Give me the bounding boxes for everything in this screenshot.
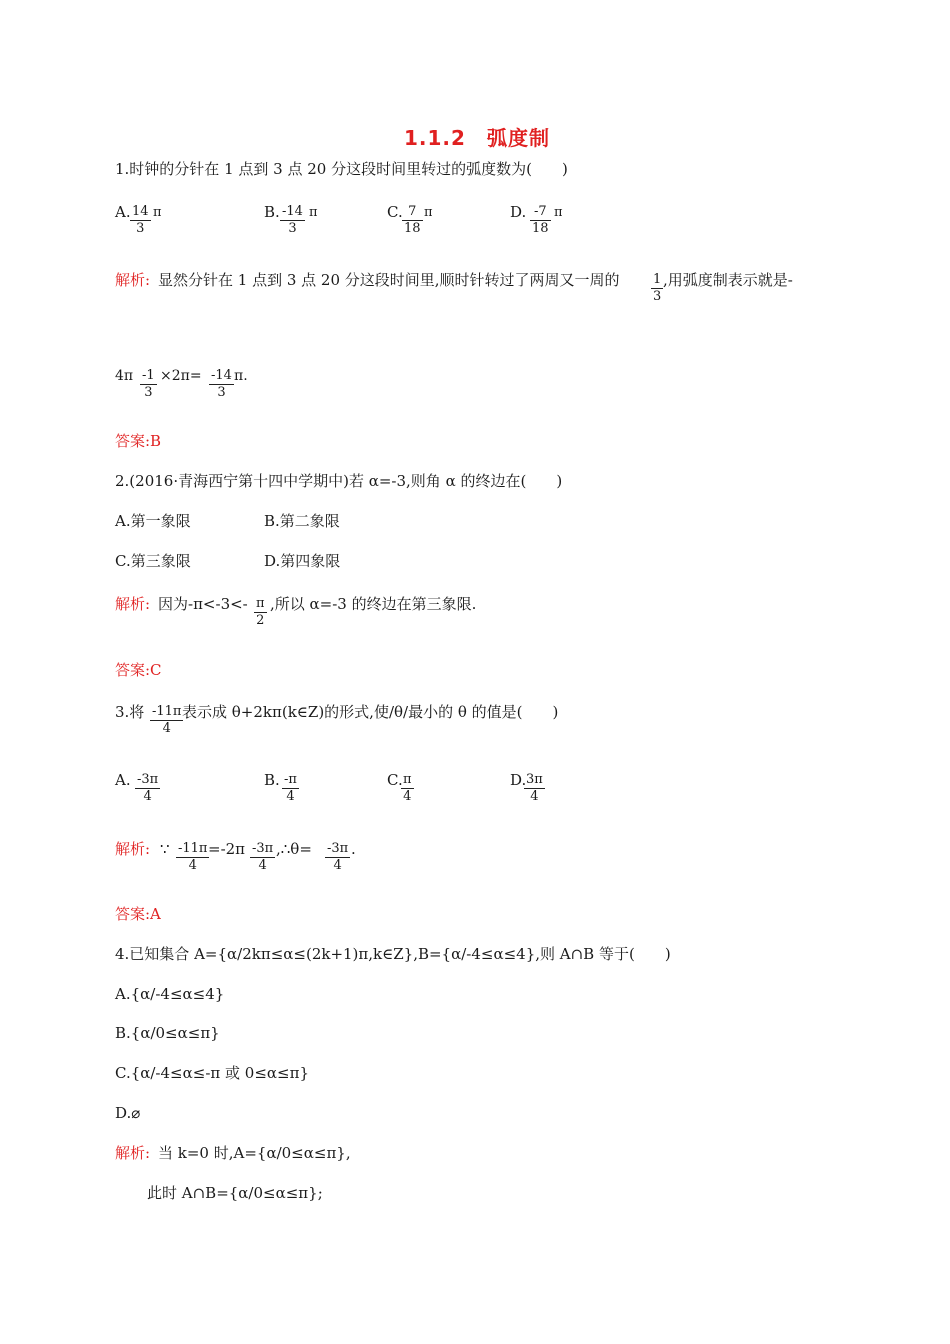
q3-analysis-fraction-1 — [176, 841, 209, 874]
q1-analysis-text-2: ,用弧度制表示就是- — [663, 271, 793, 289]
page-title: 1.1.2 弧度制 — [404, 126, 550, 150]
q1-analysis-line2-c: ×2π= — [160, 368, 202, 384]
q2-analysis-fraction — [254, 596, 267, 629]
fraction-denominator: 4 — [333, 858, 342, 873]
q2-option-c: C.第三象限 — [115, 552, 191, 570]
q3-option-a-fraction — [135, 772, 160, 805]
q1-option-d-label: D. — [510, 203, 527, 221]
fraction-denominator: 4 — [286, 789, 295, 804]
q1-analysis-label: 解析: — [115, 271, 151, 289]
q3-stem-fraction — [150, 704, 183, 737]
q4-option-b: B.{α/0≤α≤π} — [115, 1024, 220, 1042]
q4-option-d: D.⌀ — [115, 1104, 141, 1122]
fraction-denominator: 3 — [217, 385, 226, 400]
q1-option-c-fraction — [402, 204, 423, 237]
q3-option-b-fraction — [282, 772, 299, 805]
fraction-denominator: 3 — [653, 289, 662, 304]
fraction-denominator: 4 — [530, 789, 539, 804]
q1-option-d-fraction — [530, 204, 551, 237]
fraction-numerator: 3π — [526, 772, 543, 787]
fraction-denominator: 18 — [532, 221, 549, 236]
q1-option-b-fraction — [280, 204, 305, 237]
q1-option-a-fraction — [130, 204, 151, 237]
q2-analysis-label: 解析: — [115, 595, 151, 613]
q3-option-c-fraction — [401, 772, 414, 805]
q1-analysis-text: 显然分针在 1 点到 3 点 20 分这段时间里,顺时针转过了两周又一周的 — [158, 271, 620, 289]
q1-option-b-unit: π — [309, 205, 318, 220]
q1-analysis-line2-fraction-1 — [140, 368, 157, 401]
q3-option-d-fraction — [524, 772, 545, 805]
q3-option-a-label: A. — [115, 771, 131, 789]
q3-option-b-label: B. — [264, 771, 280, 789]
question-3-stem-b: 表示成 θ+2kπ(k∈Z)的形式,使/θ/最小的 θ 的值是( ) — [182, 703, 559, 721]
q3-analysis-fraction-3 — [325, 841, 350, 874]
q1-analysis-line2-fraction-2 — [209, 368, 234, 401]
question-2-stem: 2.(2016·青海西宁第十四中学期中)若 α=-3,则角 α 的终边在( ) — [115, 472, 563, 490]
fraction-numerator: 7 — [402, 204, 423, 221]
q2-answer: 答案:C — [115, 661, 162, 679]
fraction-denominator: 4 — [188, 858, 197, 873]
question-4-stem: 4.已知集合 A={α/2kπ≤α≤(2k+1)π,k∈Z},B={α/-4≤α≤4},则 A∩B 等于( ) — [115, 945, 671, 963]
fraction-numerator: -7 — [530, 204, 551, 221]
fraction-denominator: 3 — [144, 385, 153, 400]
q1-option-c-label: C. — [387, 203, 403, 221]
fraction-numerator: -11π — [178, 841, 208, 856]
q4-analysis-text: 当 k=0 时,A={α/0≤α≤π}, — [158, 1144, 351, 1162]
q3-analysis-label: 解析: — [115, 840, 151, 858]
q3-analysis-therefore: ,∴θ= — [276, 840, 312, 858]
q3-analysis-fraction-2 — [250, 841, 275, 874]
question-3-stem-a: 3.将 — [115, 703, 145, 721]
q2-option-b: B.第二象限 — [264, 512, 340, 530]
q1-option-a-label: A. — [115, 203, 131, 221]
fraction-denominator: 4 — [162, 721, 171, 736]
q1-analysis-fraction — [651, 272, 663, 305]
q3-option-d-label: D. — [510, 771, 527, 789]
fraction-numerator: -3π — [327, 841, 349, 856]
q3-answer: 答案:A — [115, 905, 161, 923]
q3-analysis-middle: =-2π — [208, 840, 246, 858]
fraction-denominator: 18 — [404, 221, 421, 236]
q1-option-d-unit: π — [554, 205, 563, 220]
q2-option-a: A.第一象限 — [115, 512, 191, 530]
fraction-numerator: π — [403, 772, 412, 787]
q3-analysis-because: ∵ — [160, 840, 170, 858]
q1-option-a-unit: π — [153, 205, 162, 220]
fraction-numerator: -11π — [152, 704, 182, 719]
q3-option-c-label: C. — [387, 771, 403, 789]
fraction-numerator: -π — [284, 772, 297, 787]
fraction-numerator: -3π — [252, 841, 274, 856]
fraction-numerator: -3π — [137, 772, 159, 787]
fraction-numerator: -1 — [142, 368, 155, 383]
q4-analysis-label: 解析: — [115, 1144, 151, 1162]
q1-option-c-unit: π — [424, 205, 433, 220]
fraction-denominator: 4 — [403, 789, 412, 804]
fraction-denominator: 4 — [258, 858, 267, 873]
fraction-denominator: 3 — [288, 221, 297, 236]
fraction-numerator: 14 — [132, 204, 149, 219]
q2-analysis-text: 因为-π<-3<- — [158, 595, 248, 613]
q2-option-d: D.第四象限 — [264, 552, 341, 570]
q1-option-b-label: B. — [264, 203, 280, 221]
fraction-denominator: 3 — [136, 221, 145, 236]
question-1-stem: 1.时钟的分针在 1 点到 3 点 20 分这段时间里转过的弧度数为( ) — [115, 160, 568, 178]
fraction-numerator: -14 — [211, 368, 232, 383]
q1-analysis-line2-e: π. — [234, 368, 248, 384]
q4-option-a: A.{α/-4≤α≤4} — [115, 985, 225, 1003]
q4-analysis-text-2: 此时 A∩B={α/0≤α≤π}; — [147, 1184, 323, 1202]
fraction-denominator: 4 — [143, 789, 152, 804]
fraction-numerator: -14 — [282, 204, 303, 219]
q1-analysis-line2-a: 4π — [115, 368, 134, 384]
fraction-numerator: π — [256, 596, 265, 611]
q1-answer: 答案:B — [115, 432, 162, 450]
q4-option-c: C.{α/-4≤α≤-π 或 0≤α≤π} — [115, 1064, 309, 1082]
q2-analysis-text-2: ,所以 α=-3 的终边在第三象限. — [270, 595, 477, 613]
q3-analysis-period: . — [351, 840, 356, 858]
fraction-denominator: 2 — [256, 613, 265, 628]
fraction-numerator: 1 — [653, 272, 662, 287]
